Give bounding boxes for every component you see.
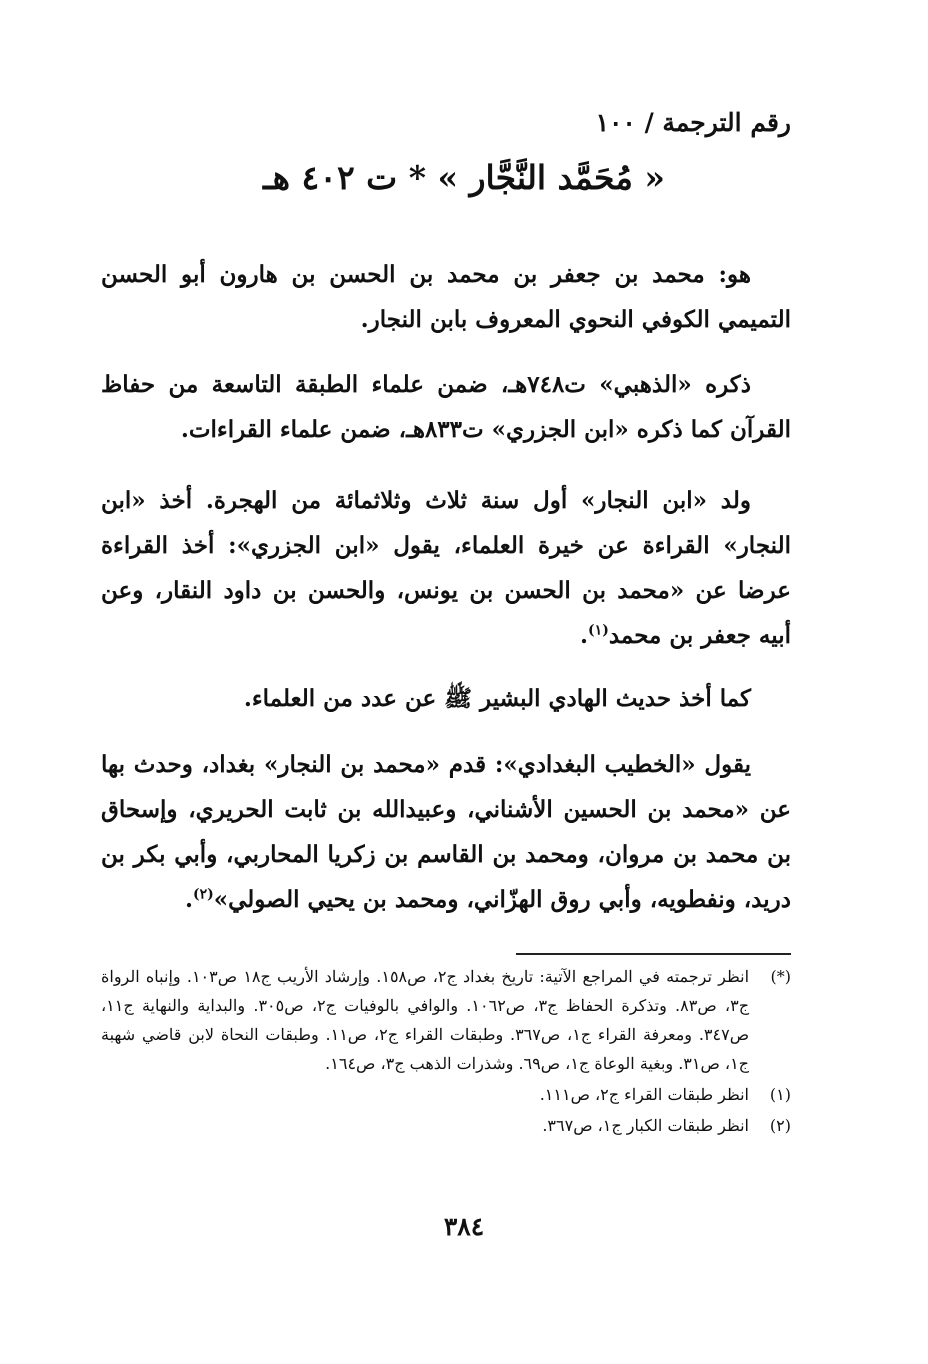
- biography-title: « مُحَمَّد النَّجَّار » * ت ٤٠٢ هـ: [262, 158, 666, 197]
- paragraph-text: ذكره «الذهبي» ت٧٤٨هـ، ضمن علماء الطبقة التاسعة من حفاظ القرآن كما ذكره «ابن الجزري» ت٨٣٣هـ، ضمن علماء القراءات.: [101, 371, 791, 443]
- footnote-ref: (١): [588, 622, 609, 639]
- paragraph-mentions: [101, 362, 791, 452]
- footnote-marker: (*): [770, 967, 791, 986]
- footnote-sources: [101, 962, 791, 1078]
- paragraph-text: ولد «ابن النجار» أول سنة ثلاث وثلاثمائة من الهجرة. أخذ «ابن النجار» القراءة عن خيرة العلماء، يقول «ابن الجزري»: أخذ القراءة عرضا عن «محمد بن الحسن بن يونس، والحسن بن داود النقار، وعن أبيه جعفر بن محمد: [101, 487, 791, 649]
- paragraph-tail: .: [184, 886, 193, 913]
- footnote-1: [101, 1080, 791, 1109]
- paragraph-hadith: [101, 676, 791, 721]
- paragraph-birth-and-teachers: [101, 478, 791, 658]
- paragraph-text: كما أخذ حديث الهادي البشير ﷺ عن عدد من العلماء.: [243, 685, 751, 712]
- footnotes: [101, 962, 791, 1142]
- entry-number: رقم الترجمة / ١٠٠: [595, 108, 791, 137]
- footnote-ref: (٢): [192, 886, 214, 903]
- footnote-text: انظر طبقات الكبار ج١، ص٣٦٧.: [542, 1116, 749, 1135]
- footnote-marker: (٢): [769, 1116, 791, 1135]
- footnote-separator: [516, 953, 791, 955]
- paragraph-lineage: [101, 252, 791, 342]
- footnote-2: [101, 1111, 791, 1140]
- paragraph-khatib-quote: [101, 742, 791, 922]
- footnote-marker: (١): [769, 1085, 791, 1104]
- footnote-text: انظر ترجمته في المراجع الآتية: تاريخ بغداد ج٢، ص١٥٨. وإرشاد الأريب ج١٨ ص١٠٣. وإنباه الرواة ج٣، ص٨٣. وتذكرة الحفاظ ج٣، ص١٠٦٢. والوافي بالوفيات ج٢، ص٣٠٥. والبداية والنهاية ج١١، ص٣٤٧. ومعرفة القراء ج١، ص٣٦٧. وطبقات القراء ج٢، ص١١. وطبقات النحاة لابن قاضي شهبة ج١، ص٣١. وبغية الوعاة ج١، ص٦٩. وشذرات الذهب ج٣، ص١٦٤.: [101, 967, 750, 1073]
- page-number: ٣٨٤: [443, 1212, 485, 1241]
- footnote-text: انظر طبقات القراء ج٢، ص١١١.: [539, 1085, 749, 1104]
- paragraph-tail: .: [580, 622, 589, 649]
- paragraph-text: يقول «الخطيب البغدادي»: قدم «محمد بن النجار» بغداد، وحدث بها عن «محمد بن الحسين الأشناني، وعبيدالله بن ثابت الحريري، وإسحاق بن محمد بن مروان، ومحمد بن القاسم بن زكريا المحاربي، وأبي بكر بن دريد، ونفطويه، وأبي روق الهزّاني، ومحمد بن يحيي الصولي»: [101, 751, 791, 913]
- paragraph-text: هو: محمد بن جعفر بن محمد بن الحسن بن هارون أبو الحسن التميمي الكوفي النحوي المعروف بابن النجار.: [101, 261, 791, 333]
